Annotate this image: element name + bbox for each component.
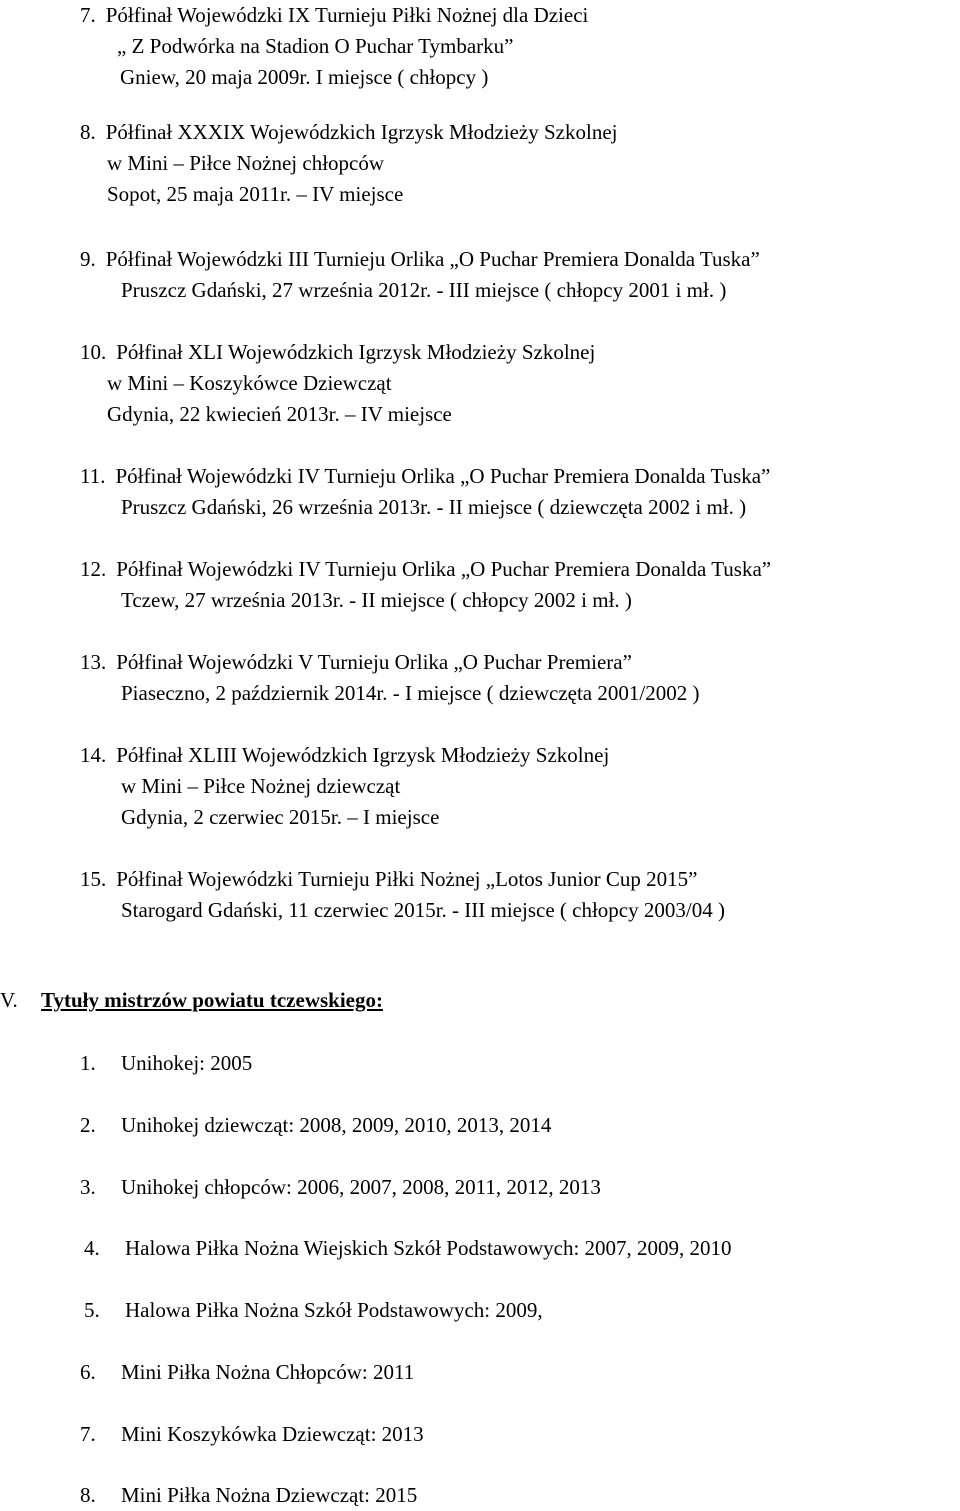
title-item: [80, 1110, 551, 1141]
entry-text: Półfinał Wojewódzki IX Turnieju Piłki Nożnej dla Dzieci: [105, 3, 589, 27]
entry-line: w Mini – Koszykówce Dziewcząt: [107, 371, 392, 395]
title-item: [80, 1048, 252, 1079]
entry-line: Gdynia, 22 kwiecień 2013r. – IV miejsce: [107, 402, 452, 426]
entry-line: „ Z Podwórka na Stadion O Puchar Tymbarku”: [117, 34, 514, 58]
title-item: [80, 1357, 414, 1388]
entry-number: 8.: [80, 120, 96, 144]
entry-number: 12.: [80, 557, 107, 581]
entry-line: Pruszcz Gdański, 27 września 2012r. - III miejsce ( chłopcy 2001 i mł. ): [121, 278, 727, 302]
title-number: 6.: [80, 1360, 96, 1384]
entry-text: Półfinał Wojewódzki IV Turnieju Orlika „O Puchar Premiera Donalda Tuska”: [115, 464, 771, 488]
title-item: [80, 1419, 424, 1450]
achievement-entry-15: [80, 864, 955, 926]
entry-line: [80, 244, 955, 275]
achievement-entry-10: [80, 337, 955, 430]
achievement-entry-8: [80, 117, 955, 210]
entry-number: 9.: [80, 247, 96, 271]
achievement-entry-9: [80, 244, 955, 306]
title-number: 5.: [84, 1298, 100, 1322]
title-number: 3.: [80, 1175, 96, 1199]
section-heading: [0, 985, 383, 1016]
entry-text: Półfinał XLI Wojewódzkich Igrzysk Młodzieży Szkolnej: [116, 340, 596, 364]
title-text: Mini Piłka Nożna Dziewcząt: 2015: [121, 1483, 418, 1507]
achievement-entry-11: [80, 461, 955, 523]
title-text: Mini Piłka Nożna Chłopców: 2011: [121, 1360, 415, 1384]
title-number: 1.: [80, 1051, 96, 1075]
title-text: Unihokej: 2005: [121, 1051, 253, 1075]
entry-line: [80, 740, 955, 771]
entry-line: [80, 864, 955, 895]
achievement-entry-14: [80, 740, 955, 833]
title-item: [80, 1480, 417, 1511]
entry-text: Półfinał Wojewódzki V Turnieju Orlika „O Puchar Premiera”: [116, 650, 632, 674]
entry-line: [80, 647, 955, 678]
entry-line: Sopot, 25 maja 2011r. – IV miejsce: [107, 182, 404, 206]
section-title: Tytuły mistrzów powiatu tczewskiego:: [41, 988, 383, 1012]
entry-line: Tczew, 27 września 2013r. - II miejsce ( chłopcy 2002 i mł. ): [121, 588, 632, 612]
entry-line: w Mini – Piłce Nożnej dziewcząt: [121, 774, 401, 798]
entry-line: w Mini – Piłce Nożnej chłopców: [107, 151, 385, 175]
achievement-entry-12: [80, 554, 955, 616]
section-number: V.: [0, 988, 18, 1012]
entry-text: Półfinał XXXIX Wojewódzkich Igrzysk Młodzieży Szkolnej: [105, 120, 618, 144]
entry-number: 10.: [80, 340, 107, 364]
entry-line: [80, 461, 955, 492]
achievement-entry-13: [80, 647, 955, 709]
entry-line: [80, 117, 955, 148]
entry-number: 7.: [80, 3, 96, 27]
title-number: 2.: [80, 1113, 96, 1137]
title-item: [80, 1295, 543, 1326]
title-number: 8.: [80, 1483, 96, 1507]
title-item: [80, 1172, 601, 1203]
entry-text: Półfinał XLIII Wojewódzkich Igrzysk Młodzieży Szkolnej: [116, 743, 610, 767]
title-text: Unihokej dziewcząt: 2008, 2009, 2010, 2013, 2014: [121, 1113, 552, 1137]
entry-text: Półfinał Wojewódzki III Turnieju Orlika „O Puchar Premiera Donalda Tuska”: [105, 247, 760, 271]
entry-line: [80, 0, 955, 31]
entry-line: Piaseczno, 2 październik 2014r. - I miejsce ( dziewczęta 2001/2002 ): [121, 681, 700, 705]
entry-text: Półfinał Wojewódzki IV Turnieju Orlika „O Puchar Premiera Donalda Tuska”: [116, 557, 772, 581]
title-text: Unihokej chłopców: 2006, 2007, 2008, 2011, 2012, 2013: [121, 1175, 601, 1199]
entry-number: 15.: [80, 867, 107, 891]
title-number: 7.: [80, 1422, 96, 1446]
entry-line: Pruszcz Gdański, 26 września 2013r. - II miejsce ( dziewczęta 2002 i mł. ): [121, 495, 747, 519]
title-item: [80, 1233, 732, 1264]
entry-number: 14.: [80, 743, 107, 767]
title-text: Mini Koszykówka Dziewcząt: 2013: [121, 1422, 424, 1446]
entry-number: 13.: [80, 650, 107, 674]
entry-number: 11.: [80, 464, 106, 488]
entry-line: [80, 337, 955, 368]
entry-line: Gdynia, 2 czerwiec 2015r. – I miejsce: [121, 805, 440, 829]
entry-line: Starogard Gdański, 11 czerwiec 2015r. - III miejsce ( chłopcy 2003/04 ): [121, 898, 725, 922]
entry-text: Półfinał Wojewódzki Turnieju Piłki Nożnej „Lotos Junior Cup 2015”: [116, 867, 698, 891]
entry-line: Gniew, 20 maja 2009r. I miejsce ( chłopcy ): [120, 65, 489, 89]
title-text: Halowa Piłka Nożna Wiejskich Szkół Podstawowych: 2007, 2009, 2010: [125, 1236, 732, 1260]
title-number: 4.: [84, 1236, 100, 1260]
title-text: Halowa Piłka Nożna Szkół Podstawowych: 2009,: [125, 1298, 543, 1322]
achievement-entry-7: [80, 0, 955, 93]
entry-line: [80, 554, 955, 585]
